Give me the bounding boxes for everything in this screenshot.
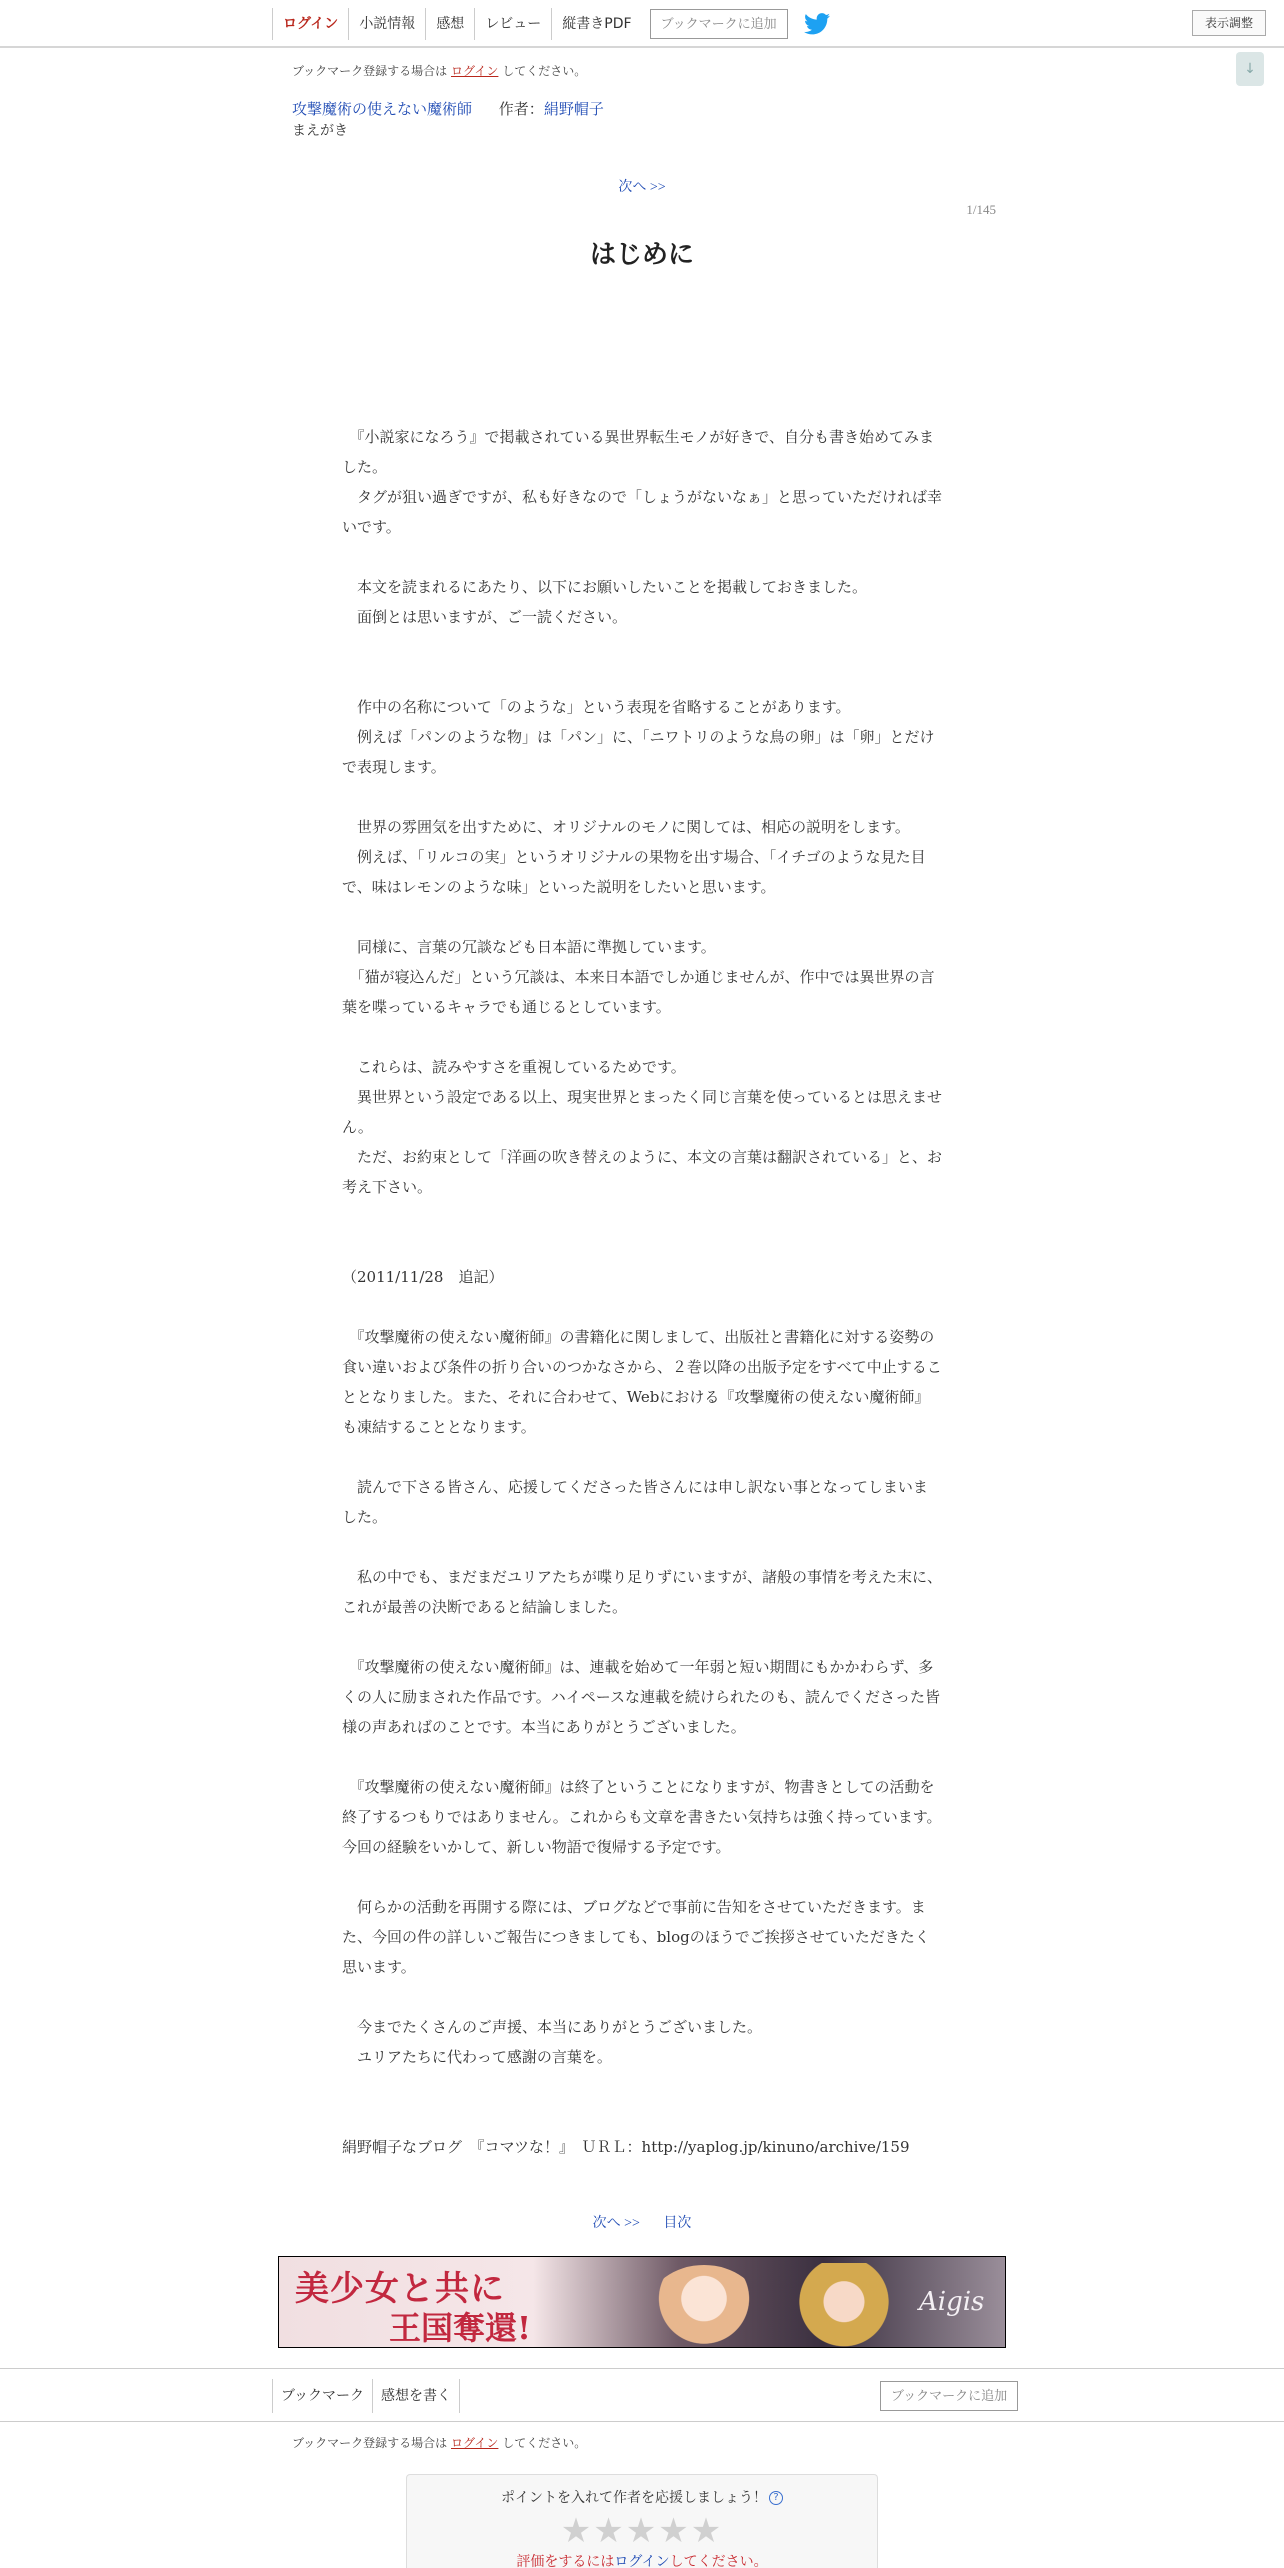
bottom-pager — [0, 2212, 1284, 2232]
body-paragraph: 面倒とは思いますが、ご一読ください。 — [342, 608, 628, 626]
body-paragraph: 世界の雰囲気を出すために、オリジナルのモノに関しては、相応の説明をします。 — [342, 818, 910, 836]
bottom-bookmark-note-text-after: してください。 — [502, 2436, 587, 2450]
body-paragraph: 『攻撃魔術の使えない魔術師』の書籍化に関しまして、出版社と書籍化に対する姿勢の食い違いおよび条件の折り合いのつかなさから、２巻以降の出版予定をすべて中止することとなりました。また、それに合わせて、Webにおける『攻撃魔術の使えない魔術師』も凍結することとなります。 — [342, 1328, 942, 1436]
bookmark-note-login-link[interactable]: ログイン — [451, 64, 499, 78]
body-paragraph: 異世界という設定である以上、現実世界とまったく同じ言葉を使っているとは思えません。 — [342, 1088, 943, 1136]
rating-login-text: 評価をするには — [516, 2554, 615, 2568]
help-icon[interactable]: ? — [769, 2491, 783, 2505]
banner-text-line1: 美少女と共に — [295, 2269, 505, 2309]
bookmark-note-text: ブックマーク登録する場合は — [292, 64, 448, 78]
blank-line — [342, 1862, 942, 1892]
bottom-bookmark-add-button[interactable]: ブックマークに追加 — [880, 2381, 1018, 2411]
login-link[interactable]: ログイン — [272, 8, 348, 40]
top-navigation — [0, 0, 1284, 48]
blank-line — [342, 2072, 942, 2102]
blank-line — [342, 1292, 942, 1322]
bottom-bookmark-note-text: ブックマーク登録する場合は — [292, 2436, 448, 2450]
bottom-bookmark-note-login-link[interactable]: ログイン — [451, 2436, 499, 2450]
rating-login-link[interactable]: ログイン — [614, 2554, 670, 2568]
toc-link[interactable]: 目次 — [663, 2216, 692, 2231]
banner-text-line2: 王国奪還! — [389, 2309, 532, 2347]
write-impression-link[interactable]: 感想を書く — [373, 2379, 460, 2413]
chapter-label: まえがき — [292, 123, 348, 139]
blank-line — [342, 1442, 942, 1472]
blank-line — [342, 902, 942, 932]
body-paragraph: 私の中でも、まだまだユリアたちが喋り足りずにいますが、諸般の事情を考えた末に、これが最善の決断であると結論しました。 — [342, 1568, 943, 1616]
rating-login-note — [407, 2551, 877, 2568]
body-paragraph: 『小説家になろう』で掲載されている異世界転生モノが好きで、自分も書き始めてみました。 — [342, 428, 935, 476]
body-paragraph: 「猫が寝込んだ」という冗談は、本来日本語でしか通じませんが、作中では異世界の言葉を喋っているキャラでも通じるとしています。 — [342, 968, 935, 1016]
body-paragraph: 作中の名称について「のような」という表現を省略することがあります。 — [342, 698, 851, 716]
banner-character-image-2 — [779, 2263, 909, 2348]
author-link[interactable]: 絹野帽子 — [543, 100, 604, 118]
rating-stars[interactable]: ★★★★★ — [560, 2511, 724, 2551]
advertisement-banner[interactable] — [278, 2256, 1006, 2348]
body-paragraph: 『攻撃魔術の使えない魔術師』は、連載を始めて一年弱と短い期間にもかかわらず、多くの人に励まされた作品です。ハイペースな連載を続けられたのも、読んでくださった皆様の声あればのことです。本当にありがとうございました。 — [342, 1658, 941, 1736]
body-paragraph: 読んで下さる皆さん、応援してくださった皆さんには申し訳ない事となってしまいました。 — [342, 1478, 928, 1526]
rating-login-text-after: してください。 — [669, 2554, 768, 2568]
bottom-navigation — [0, 2368, 1284, 2422]
next-page-link[interactable]: 次へ >> — [618, 180, 666, 195]
author-label: 作者： — [498, 100, 544, 118]
blank-line — [342, 1742, 942, 1772]
novel-title-link[interactable]: 攻撃魔術の使えない魔術師 — [292, 100, 473, 118]
banner-character-image — [649, 2265, 759, 2348]
bottom-next-page-link[interactable]: 次へ >> — [592, 2216, 640, 2231]
vertical-pdf-link[interactable]: 縦書きPDF — [551, 8, 641, 40]
body-paragraph: 何らかの活動を再開する際には、ブログなどで事前に告知をさせていただきます。また、今回の件の詳しいご報告につきましても、blogのほうでご挨拶させていただきたく思います。 — [342, 1898, 930, 1976]
body-paragraph: ユリアたちに代わって感謝の言葉を。 — [342, 2048, 612, 2066]
blank-line — [342, 632, 942, 662]
novel-info-link[interactable]: 小説情報 — [348, 8, 425, 40]
blank-line — [342, 1202, 942, 1232]
rating-label-text: ポイントを入れて作者を応援しましょう！ — [501, 2490, 767, 2506]
blank-line — [342, 362, 942, 392]
impressions-link[interactable]: 感想 — [425, 8, 474, 40]
body-paragraph: 例えば、「リルコの実」というオリジナルの果物を出す場合、「イチゴのような見た目で、味はレモンのような味」といった説明をしたいと思います。 — [342, 848, 926, 896]
blank-line — [342, 1622, 942, 1652]
body-paragraph: 例えば「パンのような物」は「パン」に、「ニワトリのような鳥の卵」は「卵」とだけで表現します。 — [342, 728, 935, 776]
blank-line — [342, 1982, 942, 2012]
top-menu — [272, 8, 830, 40]
body-paragraph: 今までたくさんのご声援、本当にありがとうございました。 — [342, 2018, 763, 2036]
rating-label — [407, 2487, 877, 2507]
bookmark-login-note — [292, 62, 586, 79]
blank-line — [342, 2102, 942, 2132]
top-pager — [0, 176, 1284, 196]
rating-box — [406, 2474, 878, 2568]
twitter-icon[interactable] — [804, 13, 830, 35]
blank-line — [342, 1022, 942, 1052]
episode-body — [342, 362, 942, 2162]
blank-line — [342, 782, 942, 812]
episode-title: はじめに — [589, 240, 694, 270]
review-link[interactable]: レビュー — [474, 8, 551, 40]
body-paragraph: 本文を読まれるにあたり、以下にお願いしたいことを掲載しておきました。 — [342, 578, 868, 596]
blank-line — [342, 662, 942, 692]
bottom-bookmark-login-note — [292, 2434, 586, 2451]
body-paragraph: 絹野帽子なブログ 『コマツな！』 ＵＲＬ：http://yaplog.jp/kinuno/archive/159 — [342, 2138, 910, 2156]
blank-line — [342, 392, 942, 422]
display-settings-button[interactable]: 表示調整 — [1192, 10, 1266, 36]
body-paragraph: これらは、読みやすさを重視しているためです。 — [342, 1058, 686, 1076]
novel-header — [292, 98, 604, 119]
bookmark-note-text-after: してください。 — [502, 64, 587, 78]
page-count: 1/145 — [966, 202, 996, 217]
body-paragraph: ただ、お約束として「洋画の吹き替えのように、本文の言葉は翻訳されている」と、お考え下さい。 — [342, 1148, 943, 1196]
blank-line — [342, 542, 942, 572]
banner-logo: Aigis — [919, 2287, 985, 2317]
bookmark-add-button[interactable]: ブックマークに追加 — [650, 9, 788, 39]
blank-line — [342, 1232, 942, 1262]
scroll-down-button[interactable]: ↓ — [1236, 52, 1264, 86]
body-paragraph: 同様に、言葉の冗談なども日本語に準拠しています。 — [342, 938, 716, 956]
bottom-menu — [272, 2379, 460, 2413]
body-paragraph: タグが狙い過ぎですが、私も好きなので「しょうがないなぁ」と思っていただければ幸いです。 — [342, 488, 943, 536]
body-paragraph: （2011/11/28 追記） — [342, 1268, 504, 1286]
bookmark-link[interactable]: ブックマーク — [272, 2379, 373, 2413]
body-paragraph: 『攻撃魔術の使えない魔術師』は終了ということになりますが、物書きとしての活動を終了するつもりではありません。これからも文章を書きたい気持ちは強く持っています。今回の経験をいかして、新しい物語で復帰する予定です。 — [342, 1778, 942, 1856]
blank-line — [342, 1532, 942, 1562]
